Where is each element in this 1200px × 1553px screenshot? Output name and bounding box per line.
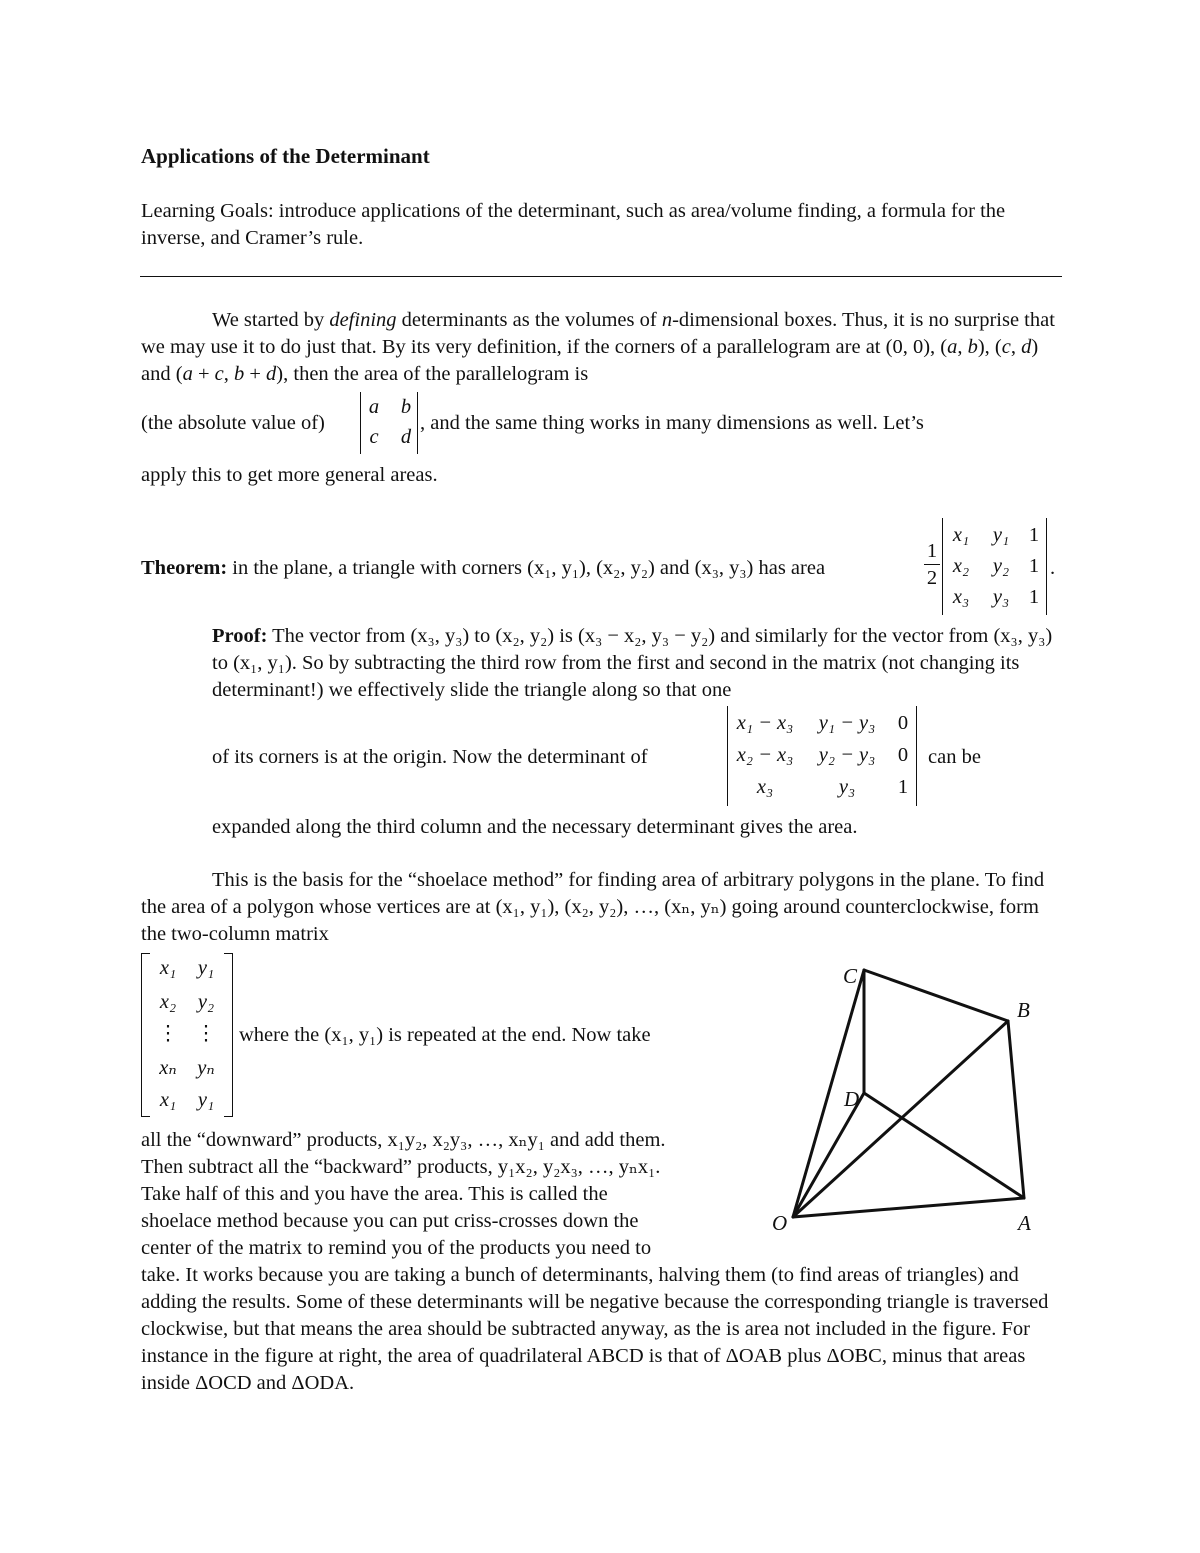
proof-line-before-matrix: of its corners is at the origin. Now the determinant of [212, 746, 648, 768]
edge-od [793, 1093, 864, 1217]
page-title: Applications of the Determinant [141, 144, 430, 168]
right-bracket [224, 953, 233, 1117]
text-line: all the “downward” products, x₁y₂, x₂y₃, …, xₙy₁ and add them. [141, 1129, 666, 1151]
matrix-cell: x₂ − x₃ [736, 744, 794, 766]
text-line: Then subtract all the “backward” products, y₁x₂, y₂x₃, …, yₙx₁. [141, 1156, 661, 1178]
matrix-cell: x₃ [756, 776, 774, 798]
proof-paragraph: Proof: The vector from (x₃, y₃) to (x₂, y₂) is (x₃ − x₂, y₃ − y₂) and similarly for the vector from (x₃, y₃) to (x₁, y₁). So by subtracting the third row from the first and second in the matrix (not changing its determinant!) we effectively slide the triangle along so that one [212, 625, 1053, 701]
label-b: B [1017, 998, 1030, 1022]
edge-ao [793, 1198, 1024, 1217]
text-line: center of the matrix to remind you of the products you need to [141, 1237, 652, 1259]
matrix-cell: y₂ − y₃ [818, 744, 876, 766]
matrix-cell: x₁ − x₃ [736, 712, 794, 734]
matrix-cell: x₁ [159, 1089, 177, 1111]
intro-before-det: (the absolute value of) [141, 412, 325, 434]
edge-ba [1008, 1021, 1024, 1198]
matrix-cell: xₙ [159, 1057, 177, 1079]
matrix-cell: y₂ [197, 991, 215, 1013]
triangle-area-matrix [942, 518, 1047, 615]
matrix-cell: y₁ [992, 524, 1010, 546]
theorem-statement: Theorem: in the plane, a triangle with corners (x₁, y₁), (x₂, y₂) and (x₃, y₃) has area [141, 557, 826, 579]
edge-cb [864, 970, 1008, 1021]
fraction-one-half [924, 540, 940, 589]
matrix-cell: x₃ [952, 586, 970, 608]
proof-matrix [727, 706, 917, 806]
matrix-cell: 1 [1028, 555, 1040, 577]
matrix-cell: x₂ [159, 991, 177, 1013]
intro-after-det: , and the same thing works in many dimensions as well. Let’s [420, 412, 924, 434]
matrix-cell: x₁ [159, 957, 177, 979]
matrix-cell: y₁ [197, 1089, 215, 1111]
matrix-cell: y₁ [197, 957, 215, 979]
matrix-cell: x₁ [952, 524, 970, 546]
det-c: c [369, 426, 379, 448]
shoelace-matrix-caption: where the (x₁, y₁) is repeated at the end. Now take [239, 1024, 651, 1046]
matrix-cell: y₃ [992, 586, 1010, 608]
det-a: a [368, 396, 380, 418]
parallelogram-determinant [360, 392, 418, 454]
fraction-bar [924, 564, 940, 565]
matrix-cell: 0 [897, 712, 909, 734]
intro-paragraph: We started by defining determinants as the volumes of n-dimensional boxes. Thus, it is no surprise that we may use it to do just that. By its very definition, if the corners of a parallelogram are at (0, 0), (a, b), (c, d) and (a + c, b + d), then the area of the parallelogram is [141, 309, 1055, 385]
shoelace-matrix [141, 953, 233, 1117]
fraction-numerator: 1 [926, 540, 938, 562]
text-line: Take half of this and you have the area. This is called the [141, 1183, 608, 1205]
horizontal-divider [140, 276, 1062, 277]
quadrilateral-figure [760, 955, 1060, 1245]
matrix-cell: y₃ [838, 776, 856, 798]
fraction-denominator: 2 [926, 567, 938, 589]
shoelace-intro: This is the basis for the “shoelace method” for finding area of arbitrary polygons in the plane. To find the area of a polygon whose vertices are at (x₁, y₁), (x₂, y₂), …, (xₙ, yₙ) going around counterclockwise, form the two-column matrix [141, 869, 1045, 945]
matrix-cell: 1 [1028, 524, 1040, 546]
proof-last-line: expanded along the third column and the necessary determinant gives the area. [212, 816, 858, 838]
shoelace-explanation: take. It works because you are taking a bunch of determinants, halving them (to find areas of triangles) and adding the results. Some of these determinants will be negative because the corresponding triangle is traversed clockwise, but that means the area should be subtracted anyway, as the is area not included in the figure. For instance in the figure at right, the area of quadrilateral ABCD is that of ΔOAB plus ΔOBC, minus that areas inside ΔOCD and ΔODA. [141, 1264, 1049, 1394]
matrix-cell: x₂ [952, 555, 970, 577]
learning-goals: Learning Goals: introduce applications of the determinant, such as area/volume finding, a formula for the inverse, and Cramer’s rule. [141, 200, 1006, 249]
label-d: D [844, 1087, 860, 1111]
label-c: C [843, 964, 858, 988]
matrix-cell: 1 [1028, 586, 1040, 608]
text-line: shoelace method because you can put criss-crosses down the [141, 1210, 639, 1232]
matrix-cell: yₙ [197, 1057, 215, 1079]
intro-last-line: apply this to get more general areas. [141, 464, 438, 486]
matrix-cell: 0 [897, 744, 909, 766]
det-b: b [400, 396, 412, 418]
det-d: d [400, 426, 412, 448]
label-o: O [772, 1211, 788, 1235]
theorem-end: . [1050, 557, 1056, 579]
left-bracket [141, 953, 150, 1117]
matrix-cell: y₂ [992, 555, 1010, 577]
label-a: A [1018, 1211, 1031, 1235]
edge-ob [793, 1021, 1008, 1217]
matrix-cell: ⋮ [157, 1023, 179, 1045]
edge-da [864, 1093, 1024, 1198]
proof-line-after-matrix: can be [928, 746, 981, 768]
matrix-cell: 1 [897, 776, 909, 798]
matrix-cell: ⋮ [195, 1023, 217, 1045]
matrix-cell: y₁ − y₃ [818, 712, 876, 734]
shoelace-wrapped-lines [141, 1127, 761, 1262]
